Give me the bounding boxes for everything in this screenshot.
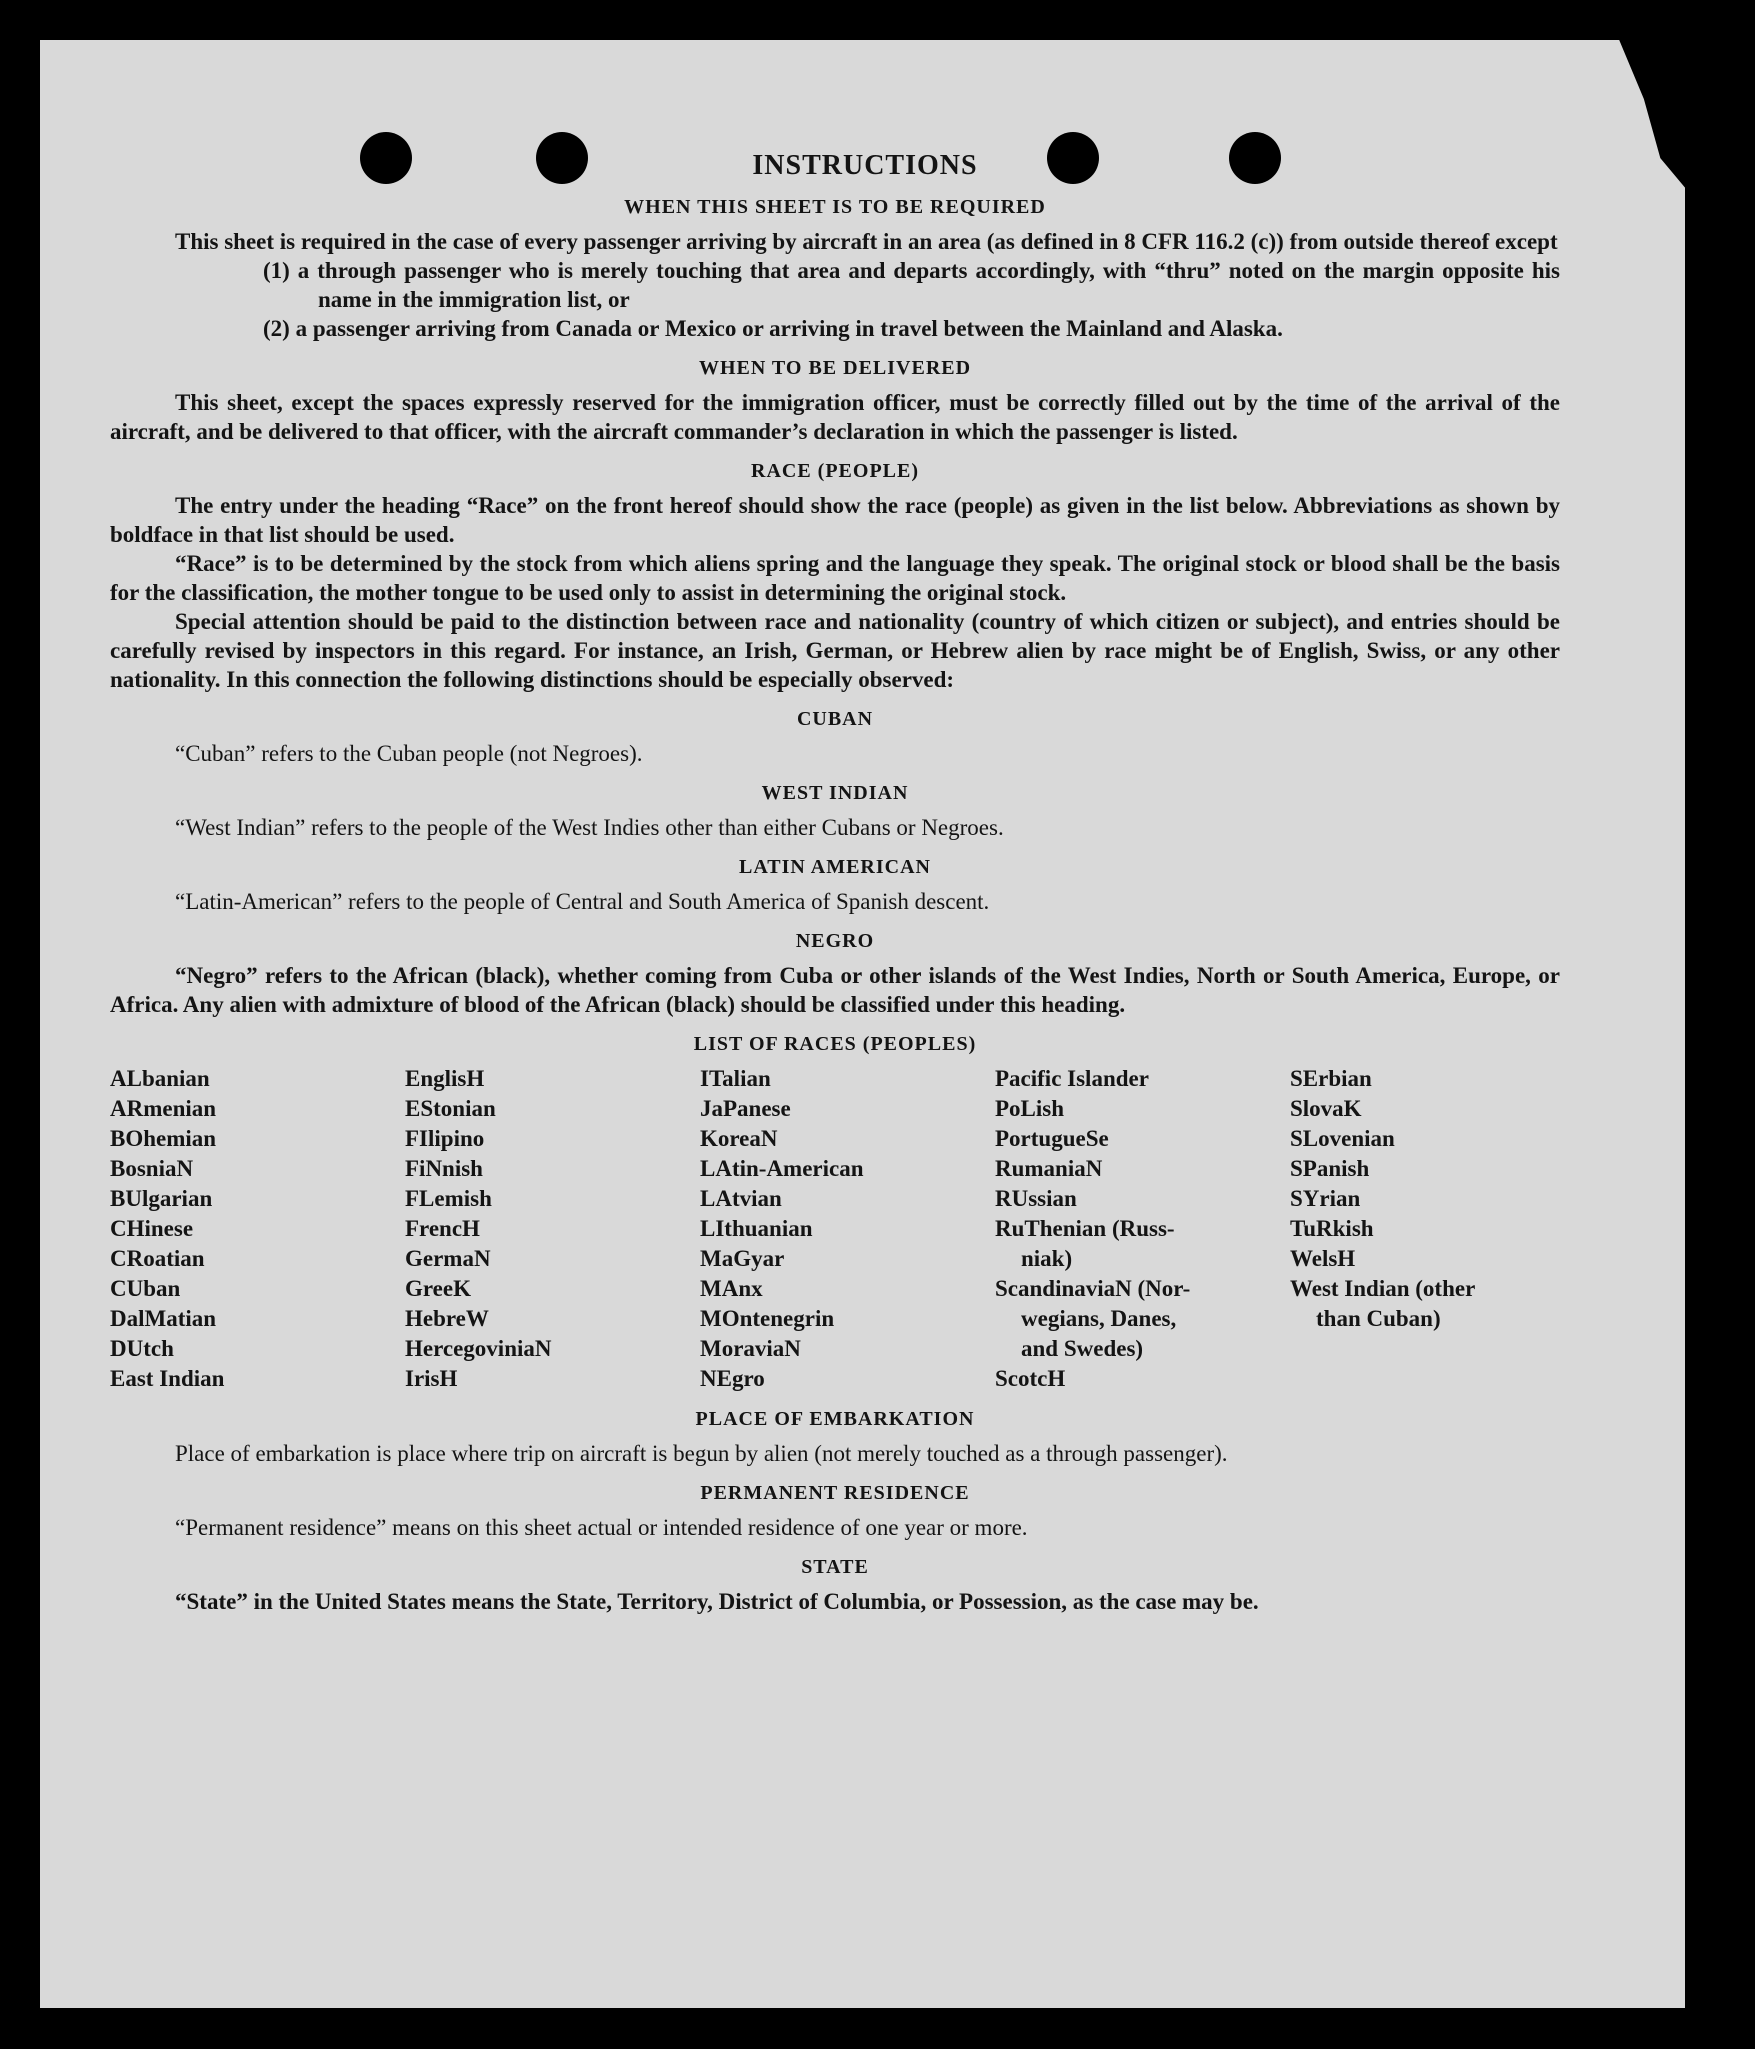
- state-text: “State” in the United States means the State, Territory, District of Columbia, or Possession, as the case may be.: [175, 1589, 1259, 1614]
- heading-permanent-residence: PERMANENT RESIDENCE: [700, 1482, 970, 1504]
- race-entry: East Indian: [110, 1366, 225, 1391]
- race-paragraph-1: The entry under the heading “Race” on the front hereof should show the race (people) as given in the list below. Abbreviations as shown by boldface in that list should be used.: [110, 493, 1560, 547]
- race-entry: CUban: [110, 1276, 181, 1301]
- race-entry: than Cuban): [1316, 1306, 1441, 1331]
- race-entry: MAnx: [700, 1276, 763, 1301]
- permanent-residence-text: “Permanent residence” means on this sheet actual or intended residence of one year or more.: [175, 1515, 1028, 1540]
- race-entry: LIthuanian: [700, 1216, 813, 1241]
- races-list: [110, 1064, 1560, 1394]
- race-entry: West Indian (other: [1290, 1276, 1476, 1301]
- race-entry: TuRkish: [1290, 1216, 1374, 1241]
- race-entry: NEgro: [700, 1366, 765, 1391]
- when-required-intro: This sheet is required in the case of every passenger arriving by aircraft in an area (as defined in 8 CFR 116.2 (c)) from outside thereof except: [175, 229, 1558, 254]
- race-entry: ITalian: [700, 1066, 771, 1091]
- race-entry: MaGyar: [700, 1246, 785, 1271]
- races-column: [405, 1064, 700, 1394]
- race-entry: ScotcH: [995, 1366, 1066, 1391]
- race-entry: LAtin-American: [700, 1156, 864, 1181]
- race-entry: SLovenian: [1290, 1126, 1395, 1151]
- heading-negro: NEGRO: [795, 930, 875, 952]
- race-entry: CRoatian: [110, 1246, 205, 1271]
- page-title: INSTRUCTIONS: [752, 150, 978, 181]
- race-entry: ScandinaviaN (Nor-: [995, 1276, 1191, 1301]
- race-entry: DUtch: [110, 1336, 174, 1361]
- race-entry: PortugueSe: [995, 1126, 1109, 1151]
- race-entry: wegians, Danes,: [1021, 1306, 1177, 1331]
- races-column: [1290, 1064, 1570, 1394]
- heading-west-indian: WEST INDIAN: [761, 782, 909, 804]
- race-entry: RumaniaN: [995, 1156, 1103, 1181]
- race-entry: BOhemian: [110, 1126, 217, 1151]
- race-entry: IrisH: [405, 1366, 458, 1391]
- race-entry: DalMatian: [110, 1306, 217, 1331]
- race-entry: FIlipino: [405, 1126, 485, 1151]
- race-entry: and Swedes): [1021, 1336, 1144, 1361]
- race-entry: FLemish: [405, 1186, 492, 1211]
- race-entry: HercegoviniaN: [405, 1336, 552, 1361]
- race-entry: GermaN: [405, 1246, 491, 1271]
- race-entry: BosniaN: [110, 1156, 194, 1181]
- when-delivered-text: This sheet, except the spaces expressly reserved for the immigration officer, must be correctly filled out by the time of the arrival of the aircraft, and be delivered to that officer, with the aircraft commander’s declaration in which the passenger is listed.: [110, 390, 1560, 444]
- races-column: [700, 1064, 995, 1394]
- race-entry: GreeK: [405, 1276, 471, 1301]
- races-column: [995, 1064, 1290, 1394]
- race-entry: RuThenian (Russ-: [995, 1216, 1175, 1241]
- instructions-body: [110, 150, 1560, 1616]
- race-entry: niak): [1021, 1246, 1073, 1271]
- race-entry: SYrian: [1290, 1186, 1361, 1211]
- race-entry: MOntenegrin: [700, 1306, 835, 1331]
- race-entry: SPanish: [1290, 1156, 1370, 1181]
- west-indian-text: “West Indian” refers to the people of the West Indies other than either Cubans or Negroes.: [175, 815, 1004, 840]
- races-column: [110, 1064, 405, 1394]
- negro-text: “Negro” refers to the African (black), whether coming from Cuba or other islands of the West Indies, North or South America, Europe, or Africa. Any alien with admixture of blood of the African (black) should be classified under this heading.: [110, 963, 1560, 1017]
- heading-race: RACE (PEOPLE): [751, 460, 919, 482]
- race-entry: ALbanian: [110, 1066, 210, 1091]
- race-entry: WelsH: [1290, 1246, 1356, 1271]
- race-entry: SErbian: [1290, 1066, 1372, 1091]
- heading-latin-american: LATIN AMERICAN: [739, 856, 931, 878]
- embarkation-text: Place of embarkation is place where trip on aircraft is begun by alien (not merely touched as a through passenger).: [175, 1441, 1228, 1466]
- heading-state: STATE: [801, 1556, 869, 1578]
- latin-american-text: “Latin-American” refers to the people of Central and South America of Spanish descent.: [175, 889, 990, 914]
- race-entry: LAtvian: [700, 1186, 782, 1211]
- race-entry: JaPanese: [700, 1096, 791, 1121]
- race-entry: FrencH: [405, 1216, 480, 1241]
- race-entry: ARmenian: [110, 1096, 217, 1121]
- race-entry: HebreW: [405, 1306, 489, 1331]
- race-entry: EnglisH: [405, 1066, 485, 1091]
- race-entry: BUlgarian: [110, 1186, 213, 1211]
- heading-cuban: CUBAN: [796, 708, 874, 730]
- race-entry: FiNnish: [405, 1156, 483, 1181]
- heading-embarkation: PLACE OF EMBARKATION: [695, 1408, 975, 1430]
- race-paragraph-3: Special attention should be paid to the distinction between race and nationality (country of which citizen or subject), and entries should be carefully revised by inspectors in this regard. For instance, an Irish, German, or Hebrew alien by race might be of English, Swiss, or any other nationality. In this connection the following distinctions should be especially observed:: [110, 609, 1560, 692]
- race-entry: KoreaN: [700, 1126, 778, 1151]
- race-entry: MoraviaN: [700, 1336, 801, 1361]
- heading-when-required: WHEN THIS SHEET IS TO BE REQUIRED: [624, 196, 1046, 218]
- heading-list-of-races: LIST OF RACES (PEOPLES): [693, 1033, 977, 1055]
- race-entry: SlovaK: [1290, 1096, 1362, 1121]
- race-entry: PoLish: [995, 1096, 1065, 1121]
- race-entry: RUssian: [995, 1186, 1077, 1211]
- race-paragraph-2: “Race” is to be determined by the stock from which aliens spring and the language they speak. The original stock or blood shall be the basis for the classification, the mother tongue to be used only to assist in determining the original stock.: [110, 551, 1560, 605]
- race-entry: CHinese: [110, 1216, 194, 1241]
- when-required-item-2: (2) a passenger arriving from Canada or Mexico or arriving in travel between the Mainland and Alaska.: [263, 316, 1283, 341]
- cuban-text: “Cuban” refers to the Cuban people (not Negroes).: [175, 741, 643, 766]
- heading-when-delivered: WHEN TO BE DELIVERED: [698, 357, 972, 379]
- race-entry: EStonian: [405, 1096, 496, 1121]
- race-entry: Pacific Islander: [995, 1066, 1149, 1091]
- when-required-item-1: (1) a through passenger who is merely touching that area and departs accordingly, with “thru” noted on the margin opposite his name in the immigration list, or: [263, 258, 1560, 312]
